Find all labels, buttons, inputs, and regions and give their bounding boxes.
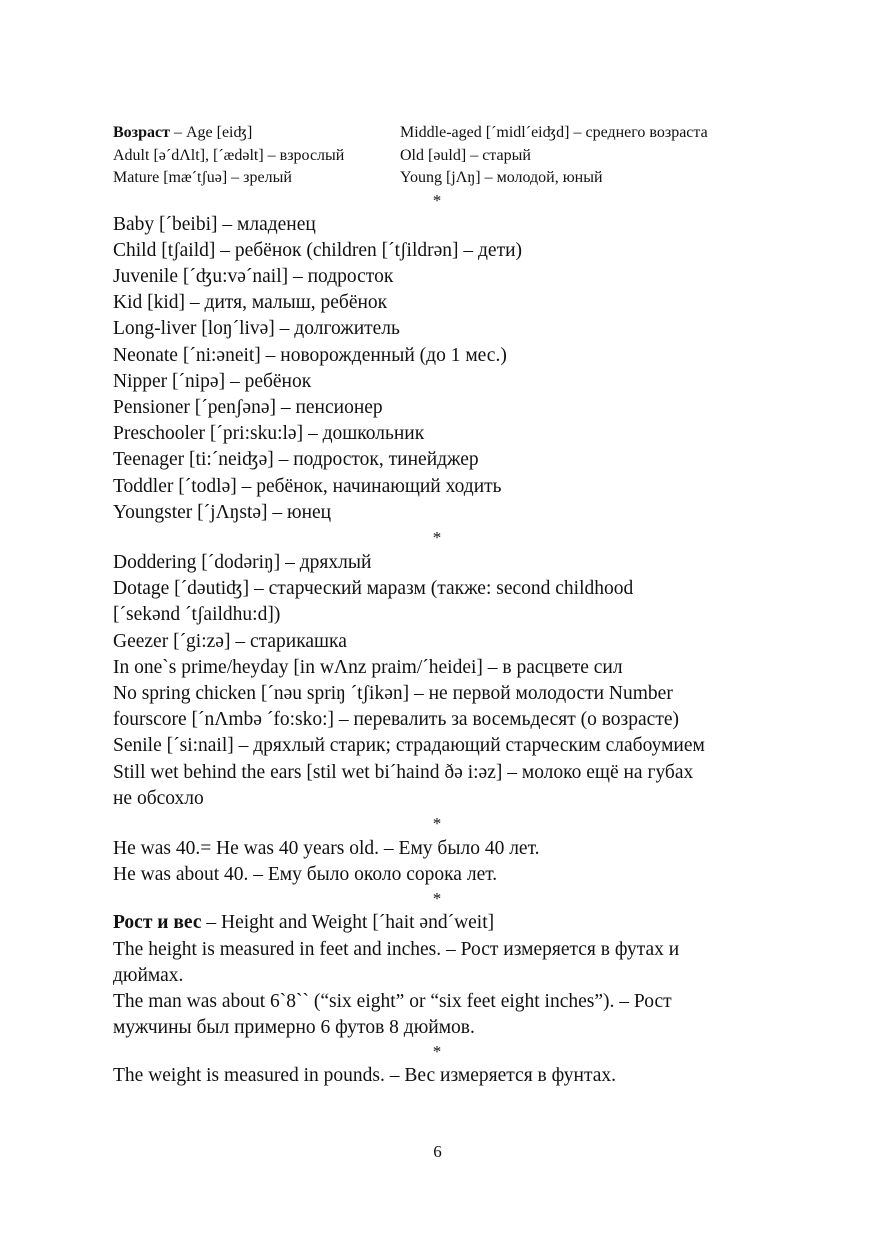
vocab-entry: Baby [ˊbeibi] – младенец <box>113 213 316 235</box>
age-heading-bold: Возраст <box>113 124 170 141</box>
separator-star: * <box>432 527 442 547</box>
vocab-entry: Still wet behind the ears [stil wet biˊhaind ðə i:əz] – молоко ещё на губах <box>113 761 694 783</box>
vocabulary-group-1 <box>113 212 761 526</box>
age-left-column <box>113 122 400 190</box>
separator-star: * <box>432 1042 442 1062</box>
vocab-entry: Dotage [ˊdəutiʤ] – старческий маразм (также: second childhood <box>113 578 634 600</box>
vocab-entry: Geezer [ˊgi:zə] – старикашка <box>113 630 347 652</box>
vocab-entry: Long-liver [loŋˊlivə] – долгожитель <box>113 318 400 340</box>
height-weight-heading <box>113 910 761 936</box>
age-right-line: Old [əuld] – старый <box>400 146 531 164</box>
vocab-entry: Youngster [ˊjΛŋstə] – юнец <box>113 501 332 523</box>
vocab-entry: Neonate [ˊni:əneit] – новорожденный (до 1 мес.) <box>113 344 507 366</box>
age-left-line: Mature [mæˊtʃuə] – зрелый <box>113 169 292 186</box>
example-sentence: мужчины был примерно 6 футов 8 дюймов. <box>113 1017 475 1039</box>
page-number: 6 <box>433 1142 442 1161</box>
vocab-entry: Toddler [ˊtodlə] – ребёнок, начинающий ходить <box>113 475 502 497</box>
age-right-column <box>400 122 761 190</box>
vocab-entry: No spring chicken [ˊnəu spriŋ ˊtʃikən] – не первой молодости Number <box>113 682 673 704</box>
separator-star: * <box>432 889 442 909</box>
example-sentence: The height is measured in feet and inches. – Рост измеряется в футах и <box>113 938 680 960</box>
height-heading-bold: Рост и вес <box>113 912 202 934</box>
vocab-entry: Senile [ˊsi:nail] – дряхлый старик; страдающий старческим слабоумием <box>113 735 705 757</box>
age-right-line: Young [jΛŋ] – молодой, юный <box>400 169 603 186</box>
example-sentence: дюймах. <box>113 964 184 986</box>
vocab-entry: Child [tʃaild] – ребёнок (children [ˊtʃildrən] – дети) <box>113 239 523 261</box>
vocab-entry: Preschooler [ˊpri:sku:lə] – дошкольник <box>113 423 425 445</box>
vocab-entry: не обсохло <box>113 787 204 809</box>
age-right-line: Middle-aged [ˊmidlˊeiʤd] – среднего возраста <box>400 124 708 141</box>
age-heading-rest: – Age [eiʤ] <box>169 124 253 141</box>
page-content <box>113 122 761 1090</box>
age-section-intro <box>113 122 761 190</box>
vocabulary-group-4 <box>113 1063 761 1089</box>
vocab-entry: [ˊsekənd ˊtʃaildhu:d]) <box>113 604 281 626</box>
vocab-entry: Nipper [ˊnipə] – ребёнок <box>113 370 312 392</box>
vocab-entry: In one`s prime/heyday [in wΛnz praim/ˊheidei] – в расцвете сил <box>113 656 623 678</box>
vocab-entry: Kid [kid] – дитя, малыш, ребёнок <box>113 292 388 314</box>
vocabulary-group-2 <box>113 550 761 812</box>
vocab-entry: fourscore [ˊnΛmbə ˊfo:sko:] – перевалить за восемьдесят (о возрасте) <box>113 709 679 731</box>
vocab-entry: Pensioner [ˊpenʃənə] – пенсионер <box>113 396 383 418</box>
vocab-entry: Teenager [ti:ˊneiʤə] – подросток, тинейджер <box>113 449 479 471</box>
vocab-entry: Doddering [ˊdodəriŋ] – дряхлый <box>113 551 372 573</box>
example-sentence: The man was about 6`8`` (“six eight” or “six feet eight inches”). – Рост <box>113 990 672 1012</box>
vocab-entry: Juvenile [ˊʤu:vəˊnail] – подросток <box>113 265 394 287</box>
age-heading <box>113 122 400 145</box>
example-sentence: He was about 40. – Ему было около сорока лет. <box>113 864 498 886</box>
separator-star: * <box>432 190 442 210</box>
vocabulary-group-3 <box>113 836 761 888</box>
height-weight-section <box>113 910 761 1041</box>
example-sentence: The weight is measured in pounds. – Вес измеряется в фунтах. <box>113 1065 616 1087</box>
example-sentence: He was 40.= He was 40 years old. – Ему было 40 лет. <box>113 837 540 859</box>
height-heading-rest: – Height and Weight [ˊhait əndˊweit] <box>201 912 495 934</box>
age-left-line: Adult [əˊdΛlt], [ˊædəlt] – взрослый <box>113 146 345 164</box>
separator-star: * <box>432 813 442 833</box>
